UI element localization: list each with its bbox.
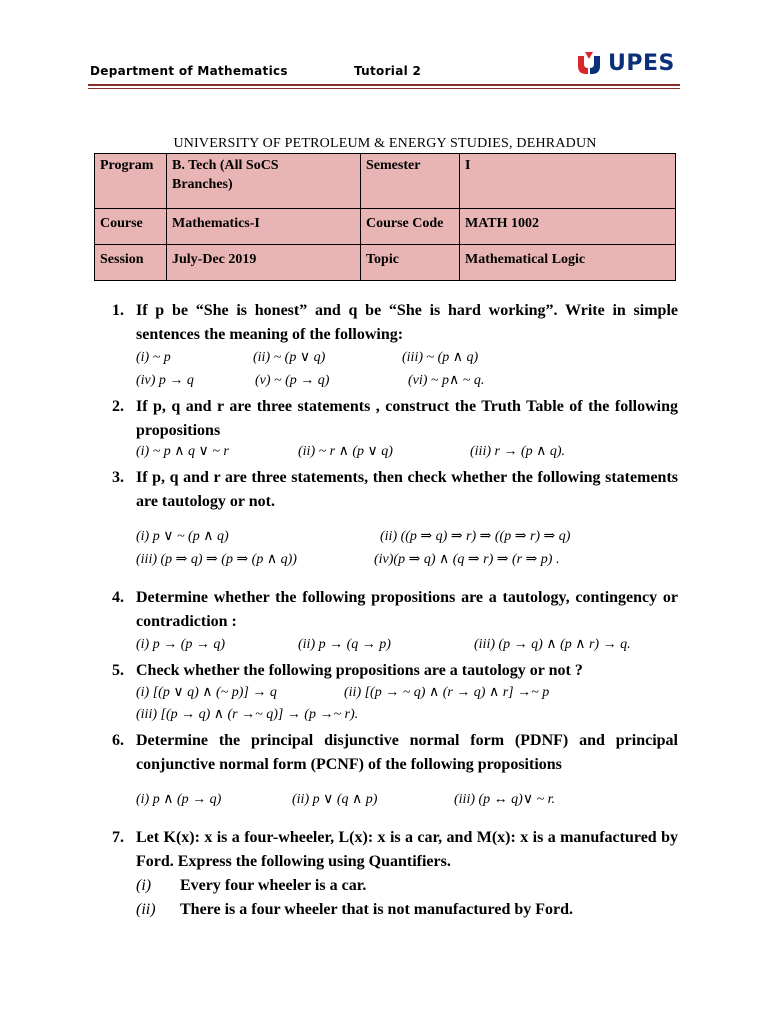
semester-value: I xyxy=(460,154,676,209)
course-code-value: MATH 1002 xyxy=(460,209,676,245)
q7-sub-i-text: Every four wheeler is a car. xyxy=(180,877,367,894)
q1-part-iii: (iii) ~ (p ∧ q) xyxy=(402,350,479,365)
program-value-line1: B. Tech (All SoCS xyxy=(172,158,279,173)
topic-value: Mathematical Logic xyxy=(460,245,676,281)
session-label: Session xyxy=(95,245,167,281)
question-number: 3. xyxy=(112,469,124,486)
q7-sub-ii-label: (ii) xyxy=(136,901,156,918)
q2-part-ii: (ii) ~ r ∧ (p ∨ q) xyxy=(298,444,393,459)
q7-sub-ii-text: There is a four wheeler that is not manufactured by Ford. xyxy=(180,901,574,918)
q6-part-i: (i) p ∧ (p → q) xyxy=(136,792,222,807)
tutorial-title: Tutorial 2 xyxy=(354,64,422,78)
program-label: Program xyxy=(95,154,167,209)
topic-label: Topic xyxy=(361,245,460,281)
course-value: Mathematics-I xyxy=(167,209,361,245)
q1-part-i: (i) ~ p xyxy=(136,350,171,365)
upes-logo-icon xyxy=(576,50,602,76)
department-title: Department of Mathematics xyxy=(90,64,288,78)
question-1 xyxy=(112,299,678,347)
q4-part-i: (i) p → (p → q) xyxy=(136,637,226,652)
question-text: Determine whether the following propositions are a tautology, contingency or contradiction : xyxy=(136,589,678,630)
question-text: Let K(x): x is a four-wheeler, L(x): x is a car, and M(x): x is a manufactured by Ford. Express the following using Quantifiers. xyxy=(136,829,678,870)
header-rule xyxy=(88,84,680,86)
question-text: Check whether the following propositions are a tautology or not ? xyxy=(136,662,583,679)
question-4 xyxy=(112,586,678,634)
program-value xyxy=(167,154,361,209)
question-7 xyxy=(112,826,678,874)
question-text: If p, q and r are three statements, then check whether the following statements are tautology or not. xyxy=(136,469,678,510)
q3-part-iii: (iii) (p ⇒ q) ⇒ (p ⇒ (p ∧ q)) xyxy=(136,552,297,567)
question-3 xyxy=(112,466,678,514)
question-number: 6. xyxy=(112,732,124,749)
course-info-table xyxy=(94,153,676,281)
q3-part-iv: (iv)(p ⇒ q) ∧ (q ⇒ r) ⇒ (r ⇒ p) . xyxy=(374,552,560,567)
university-name: UNIVERSITY OF PETROLEUM & ENERGY STUDIES, DEHRADUN xyxy=(173,136,597,151)
question-2 xyxy=(112,395,678,443)
question-number: 1. xyxy=(112,302,124,319)
header-rule-thin xyxy=(88,88,680,89)
semester-label: Semester xyxy=(361,154,460,209)
q1-part-v: (v) ~ (p → q) xyxy=(255,373,330,388)
question-number: 2. xyxy=(112,398,124,415)
question-text: If p, q and r are three statements , construct the Truth Table of the following propositions xyxy=(136,398,678,439)
logo-text: UPES xyxy=(608,50,675,76)
q6-part-ii: (ii) p ∨ (q ∧ p) xyxy=(292,792,378,807)
q2-part-iii: (iii) r → (p ∧ q). xyxy=(470,444,566,459)
q3-part-ii: (ii) ((p ⇒ q) ⇒ r) ⇒ ((p ⇒ r) ⇒ q) xyxy=(380,529,571,544)
session-value: July-Dec 2019 xyxy=(167,245,361,281)
page-header xyxy=(90,64,422,78)
q3-part-i: (i) p ∨ ~ (p ∧ q) xyxy=(136,529,229,544)
q1-part-iv: (iv) p → q xyxy=(136,373,194,388)
program-value-line2: Branches) xyxy=(172,177,233,192)
q5-part-iii: (iii) [(p → q) ∧ (r →~ q)] → (p →~ r). xyxy=(136,707,359,722)
course-label: Course xyxy=(95,209,167,245)
q1-part-vi: (vi) ~ p∧ ~ q. xyxy=(408,373,485,388)
question-text: If p be “She is honest” and q be “She is hard working”. Write in simple sentences the meaning of the following: xyxy=(136,302,678,343)
question-5 xyxy=(112,659,678,683)
q5-part-ii: (ii) [(p → ~ q) ∧ (r → q) ∧ r] →~ p xyxy=(344,685,550,700)
course-code-label: Course Code xyxy=(361,209,460,245)
question-6 xyxy=(112,729,678,777)
q2-part-i: (i) ~ p ∧ q ∨ ~ r xyxy=(136,444,229,459)
q6-part-iii: (iii) (p ↔ q)∨ ~ r. xyxy=(454,792,556,807)
question-number: 5. xyxy=(112,662,124,679)
upes-logo xyxy=(576,50,675,76)
question-text: Determine the principal disjunctive normal form (PDNF) and principal conjunctive normal form (PCNF) of the following propositions xyxy=(136,732,678,773)
question-number: 7. xyxy=(112,829,124,846)
q7-sub-i-label: (i) xyxy=(136,877,152,894)
q4-part-iii: (iii) (p → q) ∧ (p ∧ r) → q. xyxy=(474,637,631,652)
q5-part-i: (i) [(p ∨ q) ∧ (~ p)] → q xyxy=(136,685,277,700)
q1-part-ii: (ii) ~ (p ∨ q) xyxy=(253,350,326,365)
question-number: 4. xyxy=(112,589,124,606)
q4-part-ii: (ii) p → (q → p) xyxy=(298,637,391,652)
